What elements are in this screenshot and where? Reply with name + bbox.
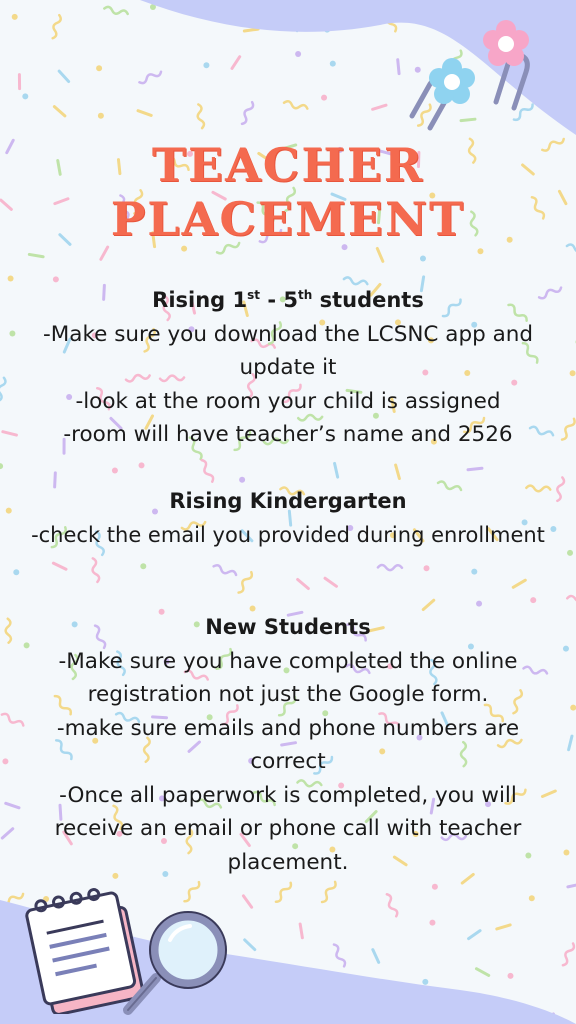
section-heading: Rising 1st - 5th students bbox=[152, 288, 424, 312]
confetti-mark bbox=[0, 463, 3, 469]
confetti-mark bbox=[213, 564, 237, 577]
confetti-mark bbox=[325, 578, 336, 586]
list-item: -make sure emails and phone numbers are bbox=[56, 715, 520, 741]
list-item: placement. bbox=[227, 849, 349, 875]
confetti-mark bbox=[476, 601, 482, 607]
confetti-mark bbox=[112, 468, 118, 474]
confetti-mark bbox=[396, 465, 400, 478]
confetti-mark bbox=[468, 468, 482, 469]
page-title-line-1: TEACHER bbox=[151, 138, 425, 192]
confetti-mark bbox=[140, 563, 146, 569]
list-item: -Make sure you have completed the online bbox=[58, 648, 518, 674]
confetti-mark bbox=[567, 596, 576, 602]
confetti-mark bbox=[420, 255, 426, 261]
confetti-mark bbox=[29, 254, 43, 256]
confetti-mark bbox=[181, 246, 187, 252]
section-heading: New Students bbox=[205, 615, 371, 639]
confetti-mark bbox=[13, 569, 19, 575]
section-new-students bbox=[0, 611, 576, 879]
list-item: -Make sure you download the LCSNC app and bbox=[42, 321, 534, 347]
list-item: -Once all paperwork is completed, you will bbox=[59, 782, 517, 808]
list-item: correct bbox=[250, 749, 326, 774]
confetti-mark bbox=[199, 459, 214, 483]
confetti-mark bbox=[378, 565, 402, 570]
confetti-mark bbox=[53, 563, 66, 569]
confetti-mark bbox=[101, 247, 108, 259]
confetti-mark bbox=[530, 597, 536, 603]
confetti-mark bbox=[53, 276, 59, 282]
page-title-line-2: PLACEMENT bbox=[110, 192, 466, 246]
list-item: -check the email you provided during enrollment bbox=[31, 522, 545, 547]
confetti-mark bbox=[513, 580, 525, 587]
list-item: -room will have teacher’s name and 2526 bbox=[63, 422, 513, 447]
confetti-mark bbox=[298, 579, 309, 588]
confetti-mark bbox=[423, 600, 434, 609]
section-heading: Rising Kindergarten bbox=[169, 489, 407, 513]
confetti-mark bbox=[239, 477, 245, 483]
confetti-mark bbox=[8, 275, 14, 281]
confetti-mark bbox=[424, 565, 430, 571]
confetti-mark bbox=[139, 462, 145, 468]
list-item: registration not just the Google form. bbox=[87, 682, 489, 707]
list-item: -look at the room your child is assigned bbox=[75, 388, 501, 414]
confetti-mark bbox=[90, 558, 99, 583]
confetti-mark bbox=[477, 248, 483, 254]
confetti-mark bbox=[377, 248, 383, 261]
list-item: update it bbox=[239, 355, 337, 380]
section-rising-1-5 bbox=[0, 284, 576, 452]
confetti-mark bbox=[471, 569, 477, 575]
confetti-mark bbox=[335, 463, 338, 477]
paperclip-flower-icon bbox=[400, 12, 540, 132]
magnifying-glass-icon bbox=[118, 910, 238, 1020]
list-item: receive an email or phone call with teacher bbox=[54, 816, 522, 841]
section-rising-kindergarten bbox=[0, 485, 576, 552]
confetti-mark bbox=[236, 571, 253, 594]
